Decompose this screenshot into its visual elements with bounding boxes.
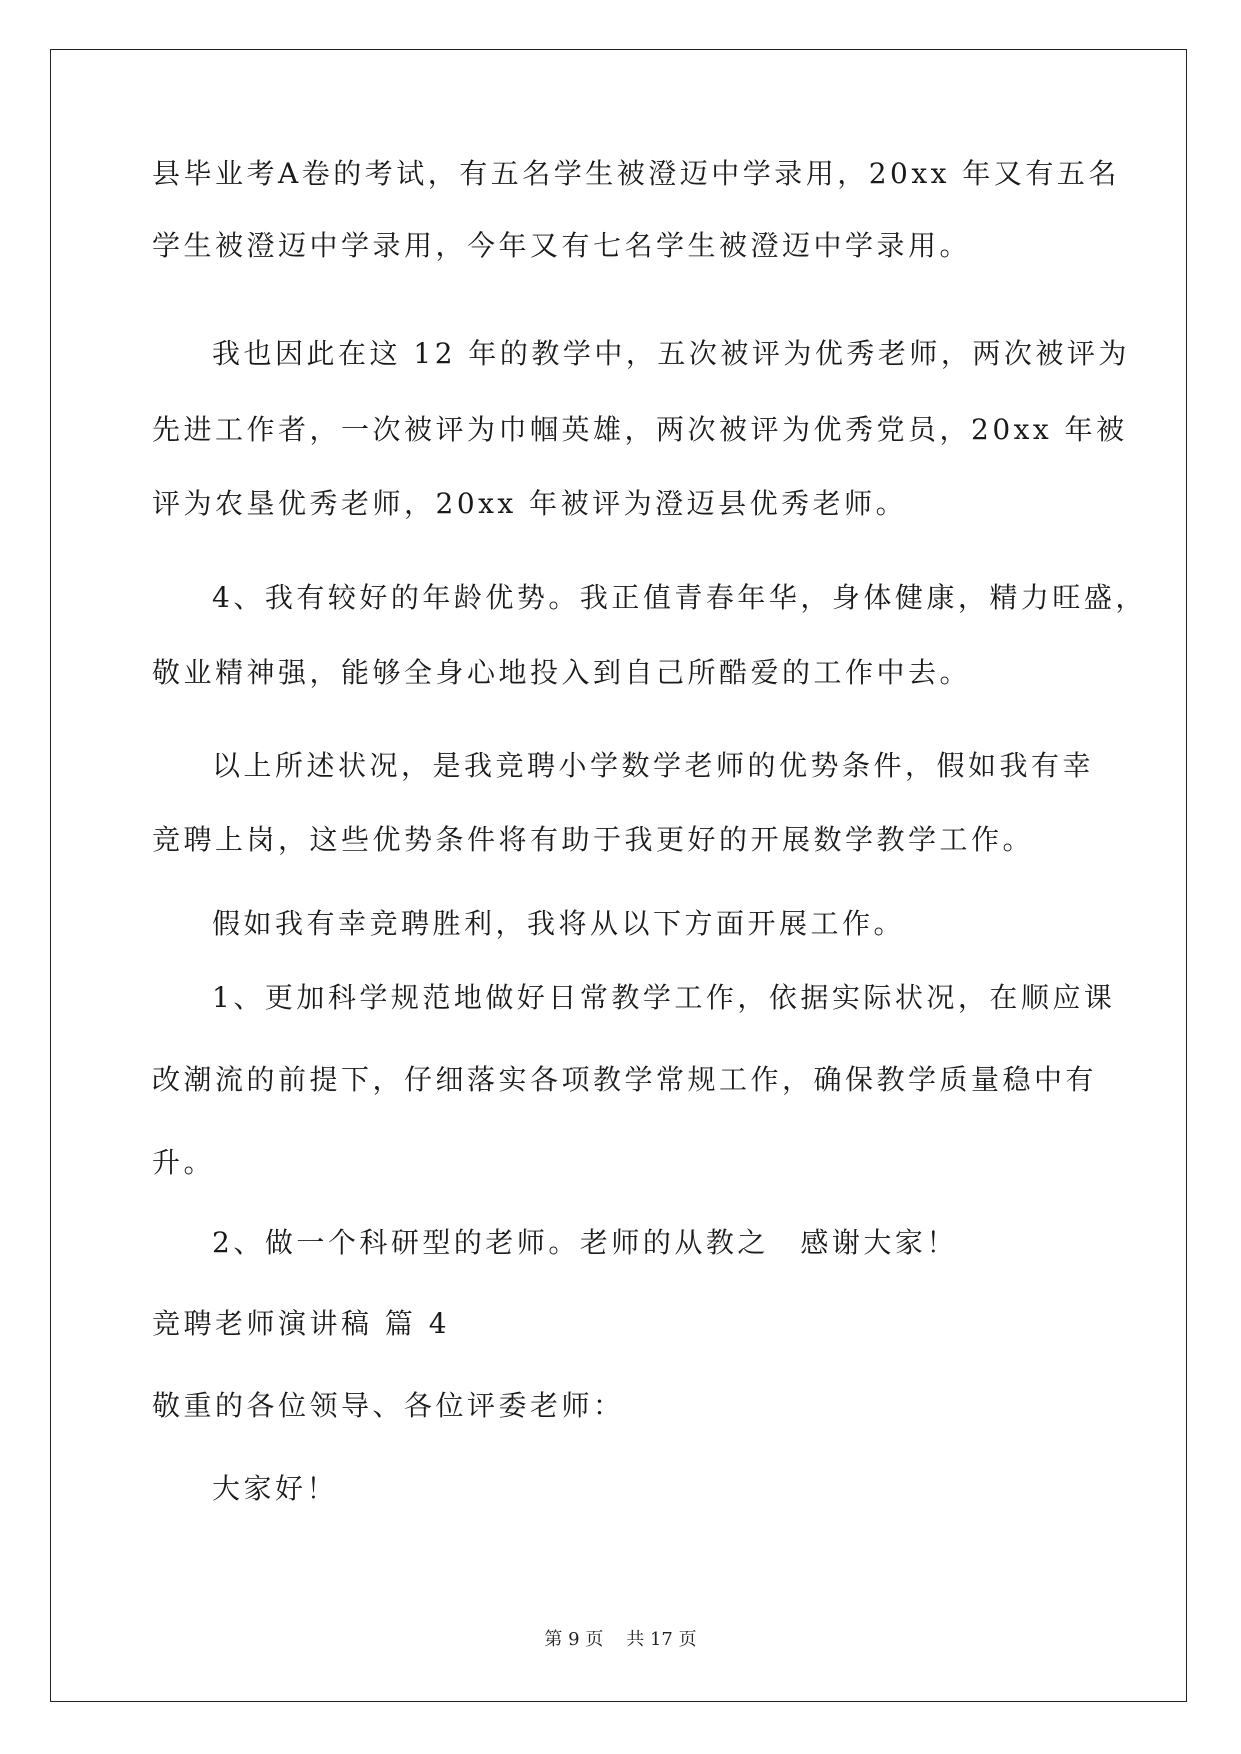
text-line-8: 以上所述状况，是我竞聘小学数学老师的优势条件，假如我有幸 <box>212 749 1095 782</box>
page-footer <box>0 1625 1241 1651</box>
text-line-1: 县毕业考A卷的考试，有五名学生被澄迈中学录用，20xx 年又有五名 <box>152 157 1120 190</box>
text-line-5: 评为农垦优秀老师，20xx 年被评为澄迈县优秀老师。 <box>152 487 908 520</box>
text-line-6: 4、我有较好的年龄优势。我正值青春年华，身体健康，精力旺盛， <box>212 581 1147 614</box>
text-line-2: 学生被澄迈中学录用，今年又有七名学生被澄迈中学录用。 <box>152 229 972 262</box>
text-line-7: 敬业精神强，能够全身心地投入到自己所酷爱的工作中去。 <box>152 656 972 689</box>
text-line-10: 假如我有幸竞聘胜利，我将从以下方面开展工作。 <box>212 907 906 940</box>
text-line-9: 竞聘上岗，这些优势条件将有助于我更好的开展数学教学工作。 <box>152 823 1035 856</box>
text-line-11: 1、更加科学规范地做好日常教学工作，依据实际状况，在顺应课 <box>212 981 1116 1014</box>
page-number: 第 9 页 <box>544 1629 604 1650</box>
text-line-13: 升。 <box>152 1146 216 1179</box>
section-heading: 竞聘老师演讲稿 篇 4 <box>152 1307 451 1340</box>
text-line-14: 2、做一个科研型的老师。老师的从教之 感谢大家！ <box>212 1226 958 1259</box>
salutation: 敬重的各位领导、各位评委老师： <box>152 1389 625 1422</box>
text-line-4: 先进工作者，一次被评为巾帼英雄，两次被评为优秀党员，20xx 年被 <box>152 413 1128 446</box>
greeting: 大家好！ <box>212 1472 339 1505</box>
text-line-3: 我也因此在这 12 年的教学中，五次被评为优秀老师，两次被评为 <box>212 337 1130 370</box>
text-line-12: 改潮流的前提下，仔细落实各项教学常规工作，确保教学质量稳中有 <box>152 1063 1098 1096</box>
page-border <box>50 49 1187 1702</box>
page-total: 共 17 页 <box>626 1629 697 1650</box>
